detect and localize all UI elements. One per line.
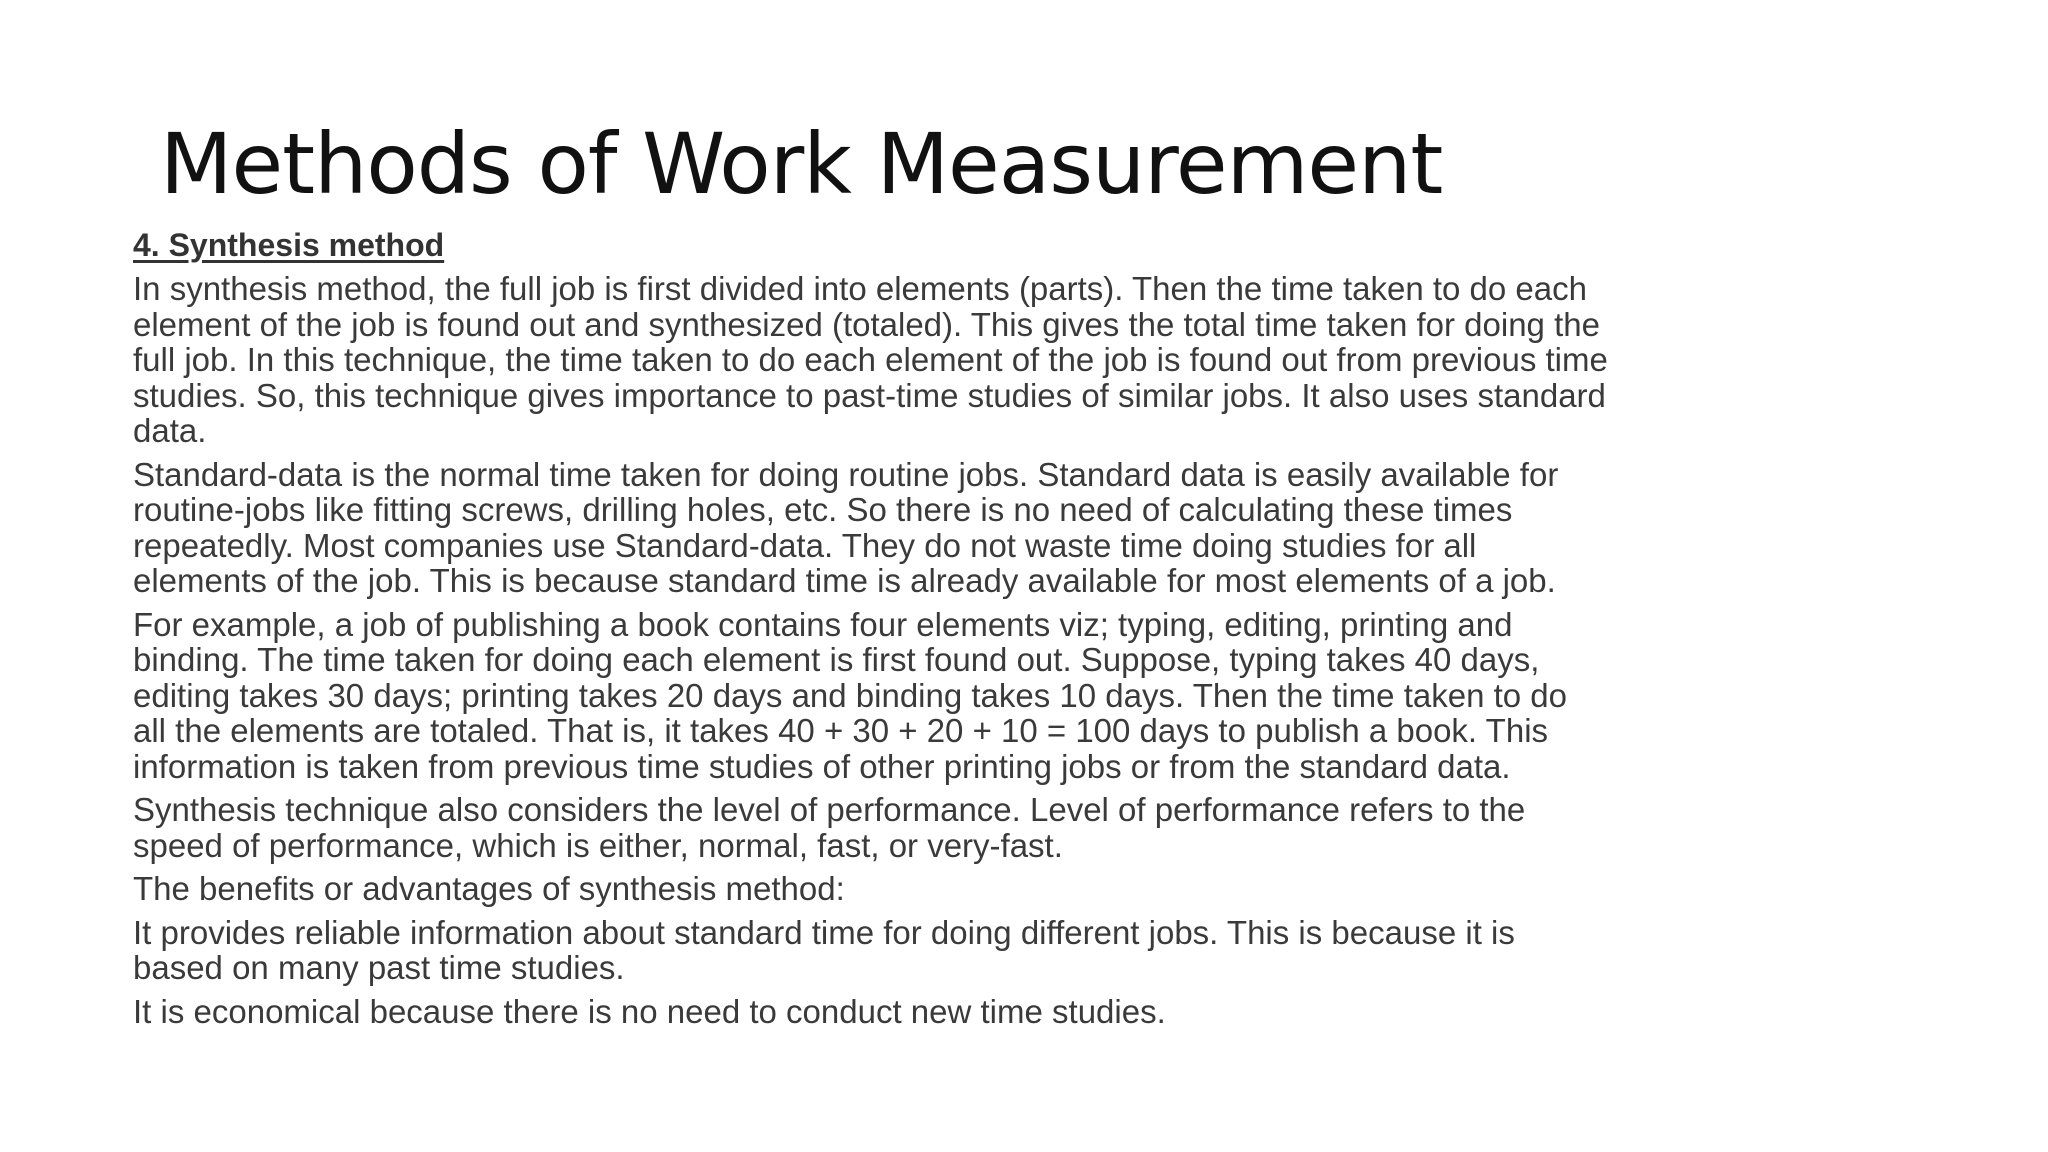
paragraph-definition: In synthesis method, the full job is first divided into elements (parts). Then the time taken to do each element of the job is found out and synthesized (totaled). This gives the total time taken for doing the full job. In this technique, the time taken to do each element of the job is found out from previous time studies. So, this technique gives importance to past-time studies of similar jobs. It also uses standard data. xyxy=(133,270,1608,449)
paragraph-example: For example, a job of publishing a book contains four elements viz; typing, editing, printing and binding. The time taken for doing each element is first found out. Suppose, typing takes 40 days, editing takes 30 days; printing takes 20 days and binding takes 10 days. Then the time taken to do all the elements are totaled. That is, it takes 40 + 30 + 20 + 10 = 100 days to publish a book. This information is taken from previous time studies of other printing jobs or from the standard data. xyxy=(133,605,1567,785)
slide-body xyxy=(133,226,1608,1037)
section-heading: 4. Synthesis method xyxy=(133,227,445,263)
slide-title: Methods of Work Measurement xyxy=(160,115,1443,213)
paragraph-performance: Synthesis technique also considers the level of performance. Level of performance refers to the speed of performance, which is either, normal, fast, or very-fast. xyxy=(133,791,1526,864)
paragraph-benefits-intro: The benefits or advantages of synthesis method: xyxy=(133,870,845,907)
paragraph-benefit-economical: It is economical because there is no need to conduct new time studies. xyxy=(133,992,1166,1030)
paragraph-standard-data: Standard-data is the normal time taken for doing routine jobs. Standard data is easily available for routine-jobs like fitting screws, drilling holes, etc. So there is no need of calculating these times repeatedly. Most companies use Standard-data. They do not waste time doing studies for all elements of the job. This is because standard time is already available for most elements of a job. xyxy=(133,455,1559,599)
paragraph-benefit-reliable: It provides reliable information about standard time for doing different jobs. This is because it is based on many past time studies. xyxy=(133,913,1515,986)
